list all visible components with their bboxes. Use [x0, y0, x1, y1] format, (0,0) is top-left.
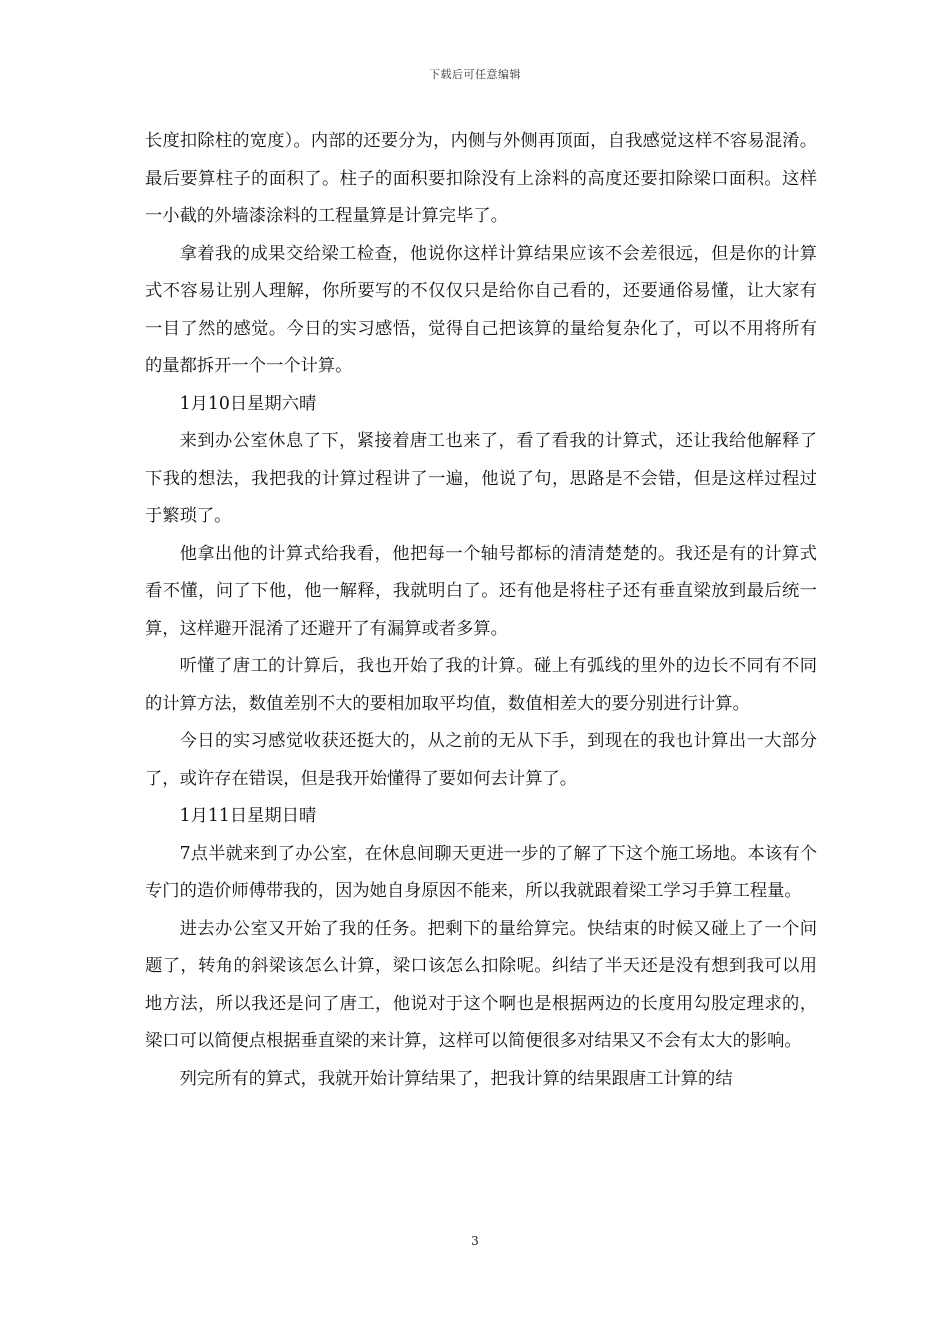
paragraph: 听懂了唐工的计算后，我也开始了我的计算。碰上有弧线的里外的边长不同有不同的计算方法，数值差别不大的要相加取平均值，数值相差大的要分别进行计算。 [145, 656, 817, 714]
paragraph: 进去办公室又开始了我的任务。把剩下的量给算完。快结束的时候又碰上了一个问题了，转角的斜梁该怎么计算，梁口该怎么扣除呢。纠结了半天还是没有想到我可以用地方法，所以我还是问了唐工，他说对于这个啊也是根据两边的长度用勾股定理求的，梁口可以简便点根据垂直梁的来计算，这样可以简便很多对结果又不会有太大的影响。 [145, 918, 817, 1051]
document-body [145, 123, 817, 1098]
paragraph: 列完所有的算式，我就开始计算结果了，把我计算的结果跟唐工计算的结 [179, 1068, 733, 1089]
paragraph: 今日的实习感觉收获还挺大的，从之前的无从下手，到现在的我也计算出一大部分了，或许存在错误，但是我开始懂得了要如何去计算了。 [145, 731, 817, 789]
paragraph: 拿着我的成果交给梁工检查，他说你这样计算结果应该不会差很远，但是你的计算式不容易让别人理解，你所要写的不仅仅只是给你自己看的，还要通俗易懂，让大家有一目了然的感觉。今日的实习感悟，觉得自己把该算的量给复杂化了，可以不用将所有的量都拆开一个一个计算。 [145, 243, 817, 376]
paragraph: 他拿出他的计算式给我看，他把每一个轴号都标的清清楚楚的。我还是有的计算式看不懂，问了下他，他一解释，我就明白了。还有他是将柱子还有垂直梁放到最后统一算，这样避开混淆了还避开了有漏算或者多算。 [145, 543, 817, 639]
date-heading: 1月11日星期日晴 [179, 806, 317, 826]
page-header: 下载后可任意编辑 [429, 68, 521, 81]
paragraph: 7点半就来到了办公室，在休息间聊天更进一步的了解了下这个施工场地。本该有个专门的造价师傅带我的，因为她自身原因不能来，所以我就跟着梁工学习手算工程量。 [145, 843, 817, 901]
paragraph: 来到办公室休息了下，紧接着唐工也来了，看了看我的计算式，还让我给他解释了下我的想法，我把我的计算过程讲了一遍，他说了句，思路是不会错，但是这样过程过于繁琐了。 [145, 431, 817, 526]
paragraph: 长度扣除柱的宽度）。内部的还要分为，内侧与外侧再顶面，自我感觉这样不容易混淆。最后要算柱子的面积了。柱子的面积要扣除没有上涂料的高度还要扣除梁口面积。这样一小截的外墙漆涂料的工程量算是计算完毕了。 [145, 131, 817, 226]
date-heading: 1月10日星期六晴 [179, 393, 317, 414]
page-number: 3 [471, 1234, 479, 1248]
